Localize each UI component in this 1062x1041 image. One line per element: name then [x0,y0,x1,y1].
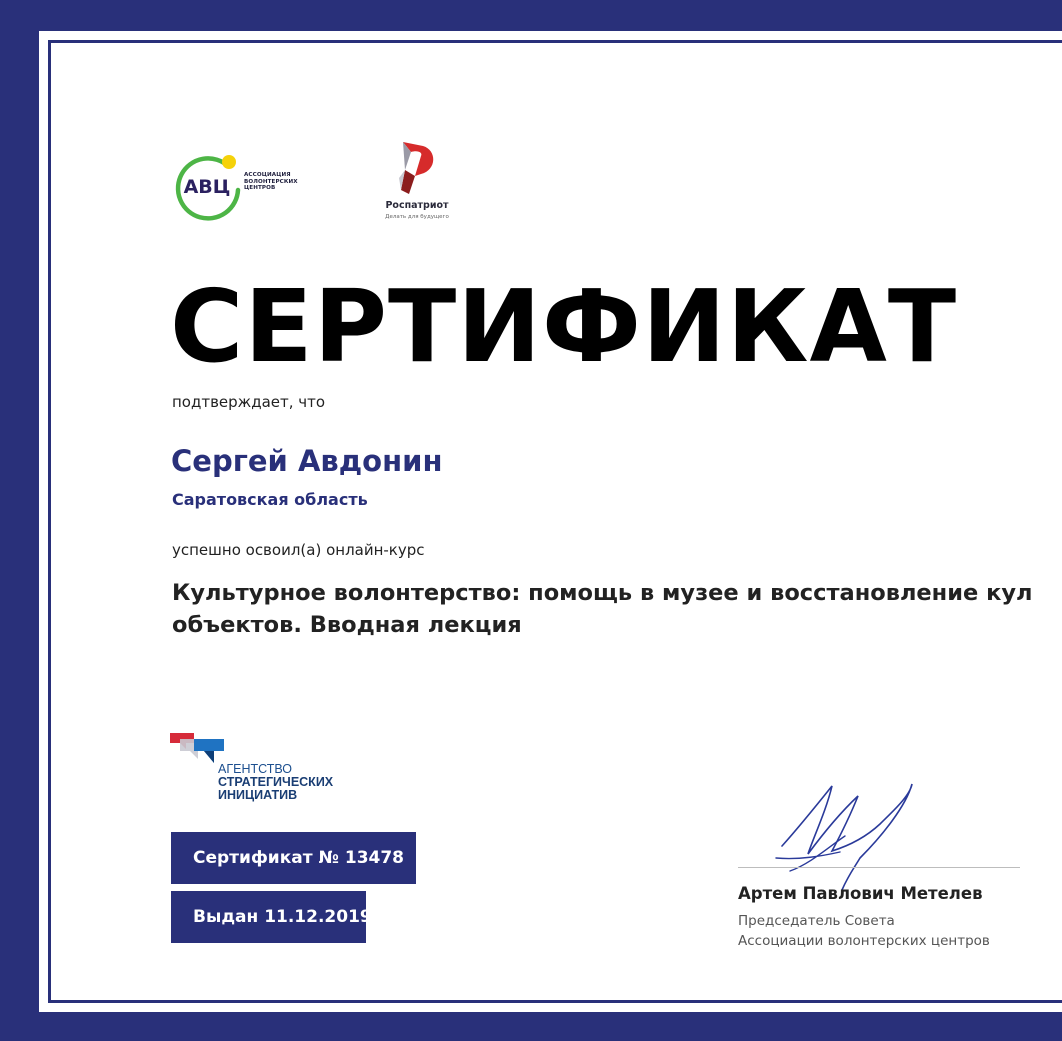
rospatriot-emblem-icon [375,140,461,200]
signatory-role-line: Председатель Совета [738,913,895,929]
completed-text: успешно освоил(а) онлайн-курс [172,541,425,559]
issue-date-badge: Выдан 11.12.2019 [171,891,366,943]
confirms-text: подтверждает, что [172,393,326,411]
course-title-line: Культурное волонтерство: помощь в музее и восстановление кул [172,580,1033,606]
recipient-region: Саратовская область [172,490,368,509]
avc-logo-icon [172,150,242,222]
rospatriot-name: Роспатриот [385,200,449,211]
avc-caption-line: ЦЕНТРОВ [244,185,276,192]
signatory-role-line: Ассоциации волонтерских центров [738,933,990,949]
rospatriot-tagline: Делать для будущего [385,214,449,220]
avc-logo-mark: АВЦ [183,176,231,198]
asi-logo [170,733,350,805]
asi-line: ИНИЦИАТИВ [218,788,298,802]
avc-logo [172,150,312,222]
asi-logo-text [218,763,333,802]
asi-line: АГЕНТСТВО [218,762,292,776]
certificate-number-badge: Сертификат № 13478 [171,832,416,884]
rospatriot-logo [374,140,462,226]
avc-logo-caption [244,172,314,192]
signatory-role [738,911,990,951]
certificate-title: СЕРТИФИКАТ [170,268,958,385]
course-title [172,577,1062,641]
avc-caption-line: АССОЦИАЦИЯ [244,172,291,178]
handwritten-signature [770,776,920,896]
avc-caption-line: ВОЛОНТЕРСКИХ [244,178,298,185]
course-title-line: объектов. Вводная лекция [172,612,522,638]
signatory-name: Артем Павлович Метелев [738,884,983,903]
signature-line [738,867,1020,868]
asi-line: СТРАТЕГИЧЕСКИХ [218,775,334,789]
recipient-name: Сергей Авдонин [171,444,443,478]
